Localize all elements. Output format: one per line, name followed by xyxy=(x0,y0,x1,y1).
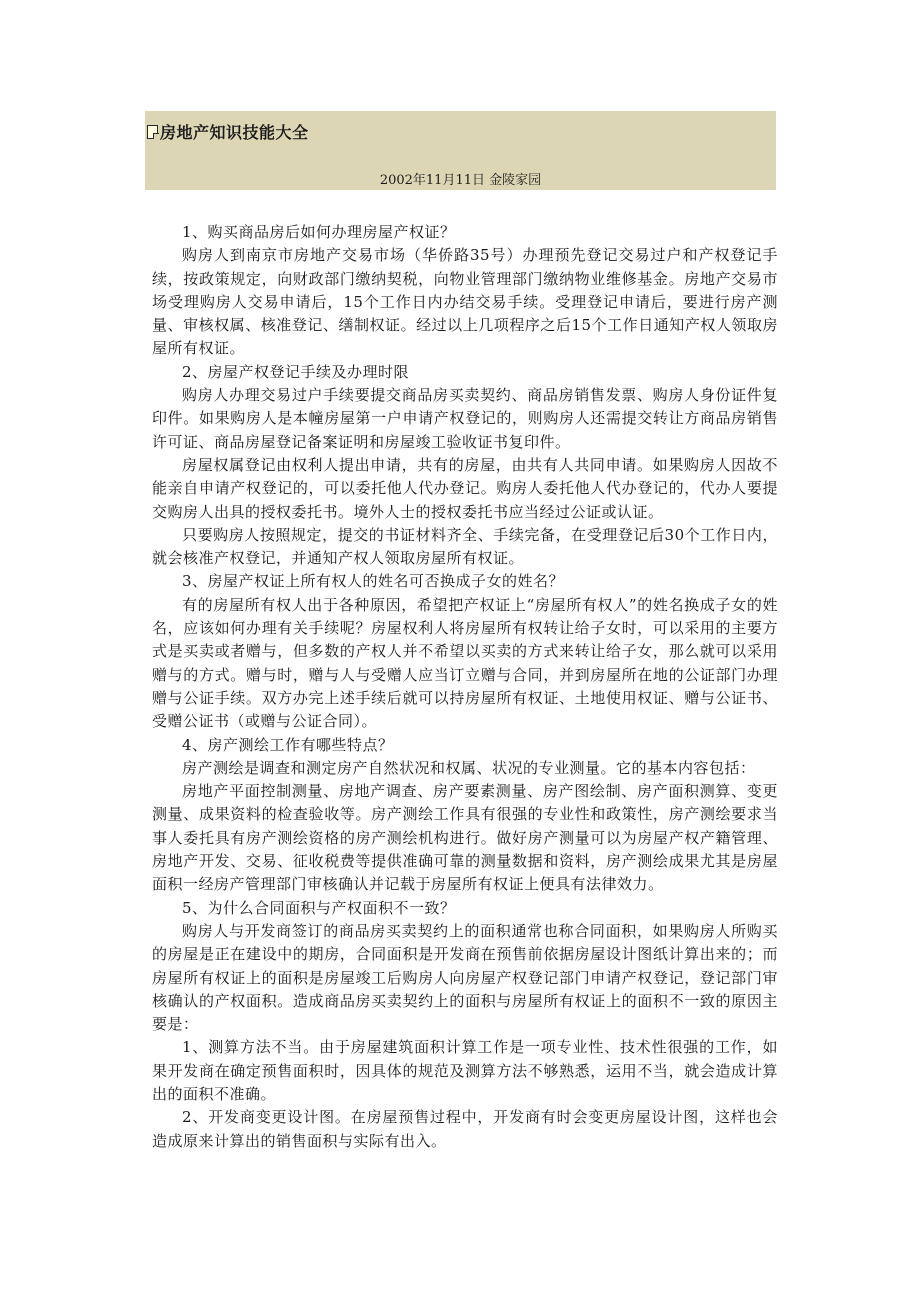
body-paragraph: 房地产平面控制测量、房地产调查、房产要素测量、房产图绘制、房产面积测算、变更测量、成果资料的检查验收等。房产测绘工作具有很强的专业性和政策性，房产测绘要求当事人委托具有房产测绘资格的房产测绘机构进行。做好房产测量可以为房屋产权产籍管理、房地产开发、交易、征收税费等提供准确可靠的测量数据和资料，房产测绘成果尤其是房屋面积一经房产管理部门审核确认并记载于房屋所有权证上便具有法律效力。 xyxy=(152,782,778,894)
body-paragraph: 房屋权属登记由权利人提出申请，共有的房屋，由共有人共同申请。如果购房人因故不能亲自申请产权登记的，可以委托他人代办登记。购房人委托他人代办登记的，代办人要提交购房人出具的授权委托书。境外人士的授权委托书应当经过公证或认证。 xyxy=(152,455,778,521)
article-source: 金陵家园 xyxy=(489,173,542,188)
document-icon xyxy=(147,125,158,139)
question-heading: 3、房屋产权证上所有权人的姓名可否换成子女的姓名？ xyxy=(182,572,565,591)
question-heading: 1、购买商品房后如何办理房屋产权证？ xyxy=(182,223,456,241)
article-meta xyxy=(145,169,776,188)
body-paragraph: 购房人办理交易过户手续要提交商品房买卖契约、商品房销售发票、购房人身份证件复印件。如果购房人是本幢房屋第一户申请产权登记的，则购房人还需提交转让方商品房销售许可证、商品房屋登记备案证明和房屋竣工验收证书复印件。 xyxy=(152,386,778,451)
body-paragraph: 2、开发商变更设计图。在房屋预售过程中，开发商有时会变更房屋设计图，这样也会造成原来计算出的销售面积与实际有出入。 xyxy=(152,1108,778,1150)
body-paragraph: 房产测绘是调查和测定房产自然状况和权属、状况的专业测量。它的基本内容包括： xyxy=(182,758,756,777)
body-paragraph: 购房人与开发商签订的商品房买卖契约上的面积通常也称合同面积，如果购房人所购买的房屋是正在建设中的期房，合同面积是开发商在预售前依据房屋设计图纸计算出来的；而房屋所有权证上的面积是房屋竣工后购房人向房屋产权登记部门申请产权登记，登记部门审核确认的产权面积。造成商品房买卖契约上的面积与房屋所有权证上的面积不一致的原因主要是： xyxy=(152,921,778,1034)
body-paragraph: 有的房屋所有权人出于各种原因，希望把产权证上“房屋所有权人”的姓名换成子女的姓名，应该如何办理有关手续呢？房屋权利人将房屋所有权转让给子女时，可以采用的主要方式是买卖或者赠与，但多数的产权人并不希望以买卖的方式来转让给子女，那么就可以采用赠与的方式。赠与时，赠与人与受赠人应当订立赠与合同，并到房屋所在地的公证部门办理赠与公证手续。双方办完上述手续后就可以持房屋所有权证、土地使用权证、赠与公证书、受赠公证书（或赠与公证合同）。 xyxy=(152,595,778,731)
title-row xyxy=(147,120,309,143)
article-header xyxy=(145,111,776,190)
page-title: 房地产知识技能大全 xyxy=(160,123,309,142)
question-heading: 5、为什么合同面积与产权面积不一致？ xyxy=(182,898,456,917)
question-heading: 4、房产测绘工作有哪些特点？ xyxy=(182,735,394,754)
body-paragraph: 购房人到南京市房地产交易市场（华侨路35号）办理预先登记交易过户和产权登记手续，按政策规定，向财政部门缴纳契税，向物业管理部门缴纳物业维修基金。房地产交易市场受理购房人交易申请后，15个工作日内办结交易手续。受理登记申请后，要进行房产测量、审核权属、核准登记、缮制权证。经过以上几项程序之后15个工作日通知产权人领取房屋所有权证。 xyxy=(152,246,778,358)
body-paragraph: 只要购房人按照规定，提交的书证材料齐全、手续完备，在受理登记后30个工作日内，就会核准产权登记，并通知产权人领取房屋所有权证。 xyxy=(152,525,778,568)
article-body xyxy=(152,221,778,1153)
body-paragraph: 1、测算方法不当。由于房屋建筑面积计算工作是一项专业性、技术性很强的工作，如果开发商在确定预售面积时，因具体的规范及测算方法不够熟悉，运用不当，就会造成计算出的面积不准确。 xyxy=(152,1038,778,1103)
publish-date: 2002年11月11日 xyxy=(379,173,485,188)
question-heading: 2、房屋产权登记手续及办理时限 xyxy=(182,362,410,381)
